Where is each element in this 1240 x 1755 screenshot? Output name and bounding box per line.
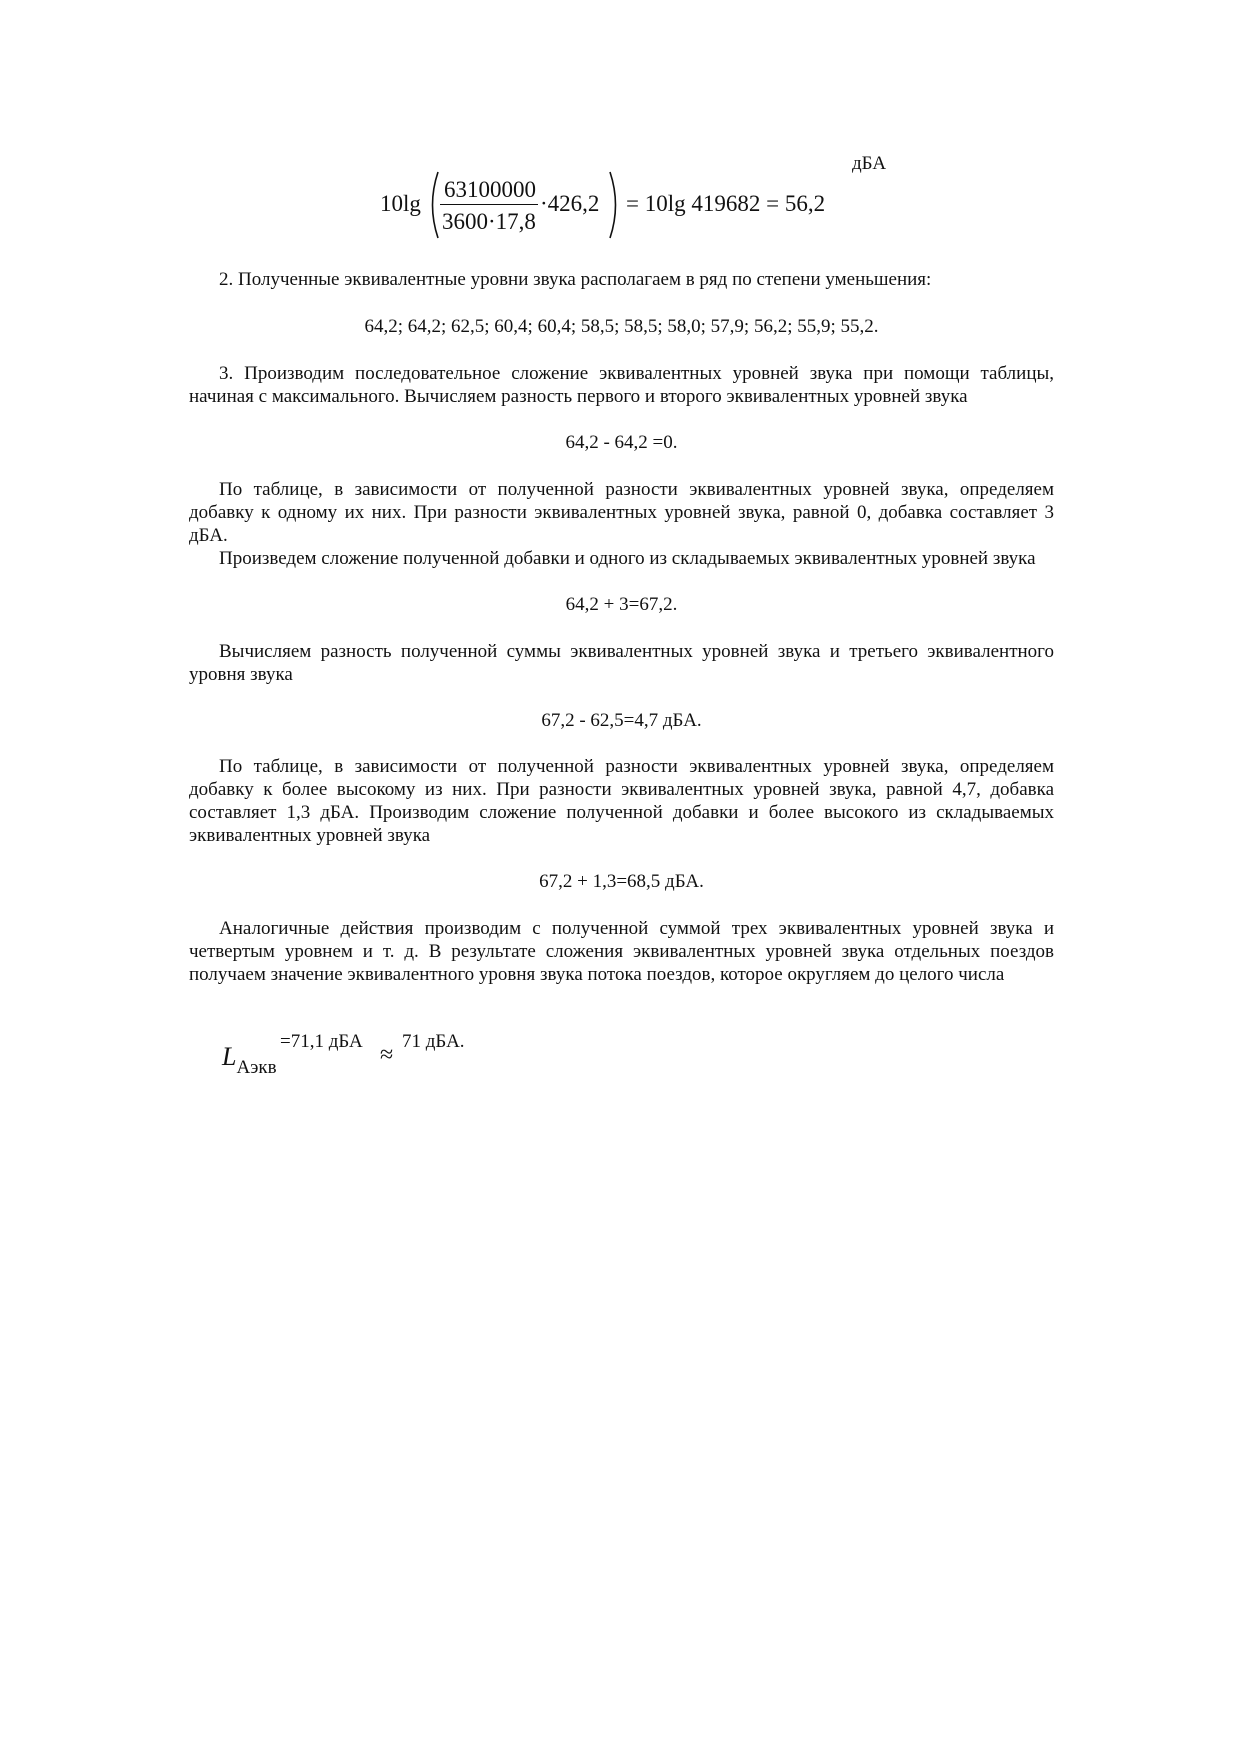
formula-prefix: 10lg xyxy=(380,191,421,216)
paragraph-7: По таблице, в зависимости от полученной разности эквивалентных уровней звука, определяем добавку к более высокому из них. При разности эквивалентных уровней звука, равной 4,7, добавка составляет 1,3 дБА. Производим сложение полученной добавки и более высокого из складываемых эквивалентных уровней звука xyxy=(189,756,1054,846)
formula-numerator: 63100000 xyxy=(444,177,536,202)
left-paren-icon xyxy=(426,170,440,240)
paragraph-5: Произведем сложение полученной добавки и одного из складываемых эквивалентных уровней звука xyxy=(219,548,1036,569)
formula-unit: дБА xyxy=(852,153,887,174)
formula-block xyxy=(380,170,860,240)
result-symbol-letter: L xyxy=(222,1042,237,1071)
paragraph-3: 3. Производим последовательное сложение эквивалентных уровней звука при помощи таблицы, начиная с максимального. Вычисляем разность первого и второго эквивалентных уровней звука xyxy=(189,363,1054,407)
formula-multiplier: ·426,2 xyxy=(540,191,600,216)
right-paren-icon xyxy=(608,170,622,240)
result-value: =71,1 дБА xyxy=(280,1031,363,1052)
formula-result: = 10lg 419682 = 56,2 xyxy=(626,191,826,216)
equation-1: 64,2 - 64,2 =0. xyxy=(565,432,678,453)
result-subscript: Аэкв xyxy=(236,1057,277,1078)
formula-denominator: 3600·17,8 xyxy=(442,209,536,234)
result-rounded: 71 дБА. xyxy=(402,1031,465,1052)
equation-3: 67,2 - 62,5=4,7 дБА. xyxy=(541,710,702,731)
paragraph-4: По таблице, в зависимости от полученной разности эквивалентных уровней звука, определяем добавку к одному их них. При разности эквивалентных уровней звука, равной 0, добавка составляет 3 дБА. xyxy=(189,479,1054,546)
equation-4: 67,2 + 1,3=68,5 дБА. xyxy=(539,871,704,892)
paragraph-2: 2. Полученные эквивалентные уровни звука располагаем в ряд по степени уменьшения: xyxy=(219,269,932,290)
equation-2: 64,2 + 3=67,2. xyxy=(565,594,678,615)
paragraph-8: Аналогичные действия производим с полученной суммой трех эквивалентных уровней звука и четвертым уровнем и т. д. В результате сложения эквивалентных уровней звука отдельных поездов получаем значение эквивалентного уровня звука потока поездов, которое округляем до целого числа xyxy=(189,918,1054,985)
paragraph-6: Вычисляем разность полученной суммы эквивалентных уровней звука и третьего эквивалентного уровня звука xyxy=(189,641,1054,685)
levels-series: 64,2; 64,2; 62,5; 60,4; 60,4; 58,5; 58,5; 58,0; 57,9; 56,2; 55,9; 55,2. xyxy=(364,316,879,337)
fraction-line xyxy=(440,204,538,205)
approx-symbol: ≈ xyxy=(380,1042,394,1068)
result-symbol xyxy=(222,1042,277,1078)
